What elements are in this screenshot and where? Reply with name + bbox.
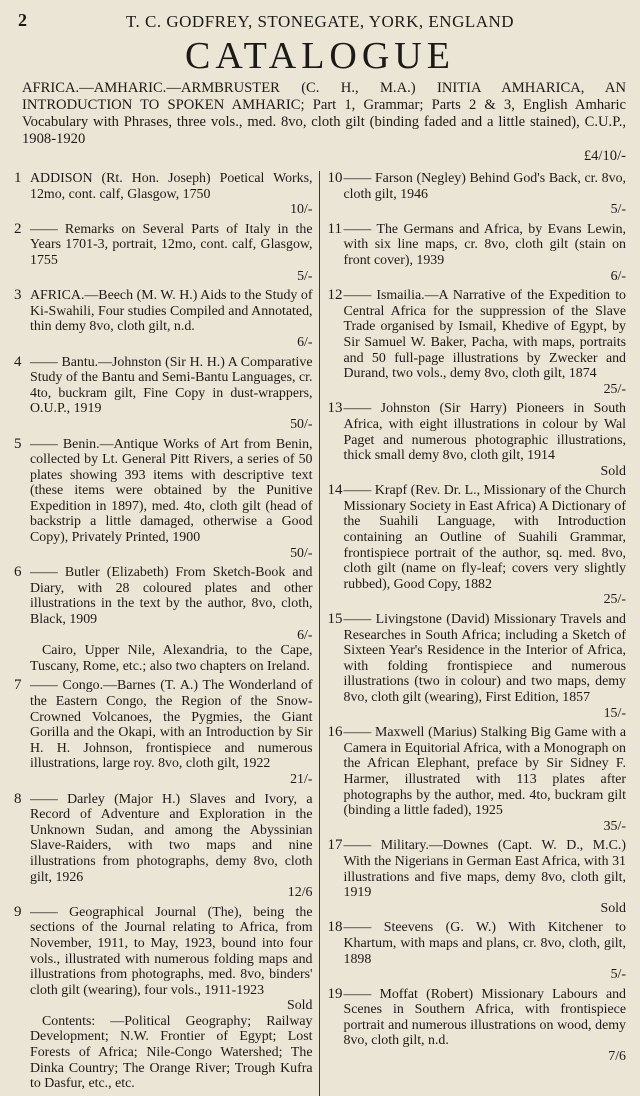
running-head: T. C. GODFREY, STONEGATE, YORK, ENGLAND xyxy=(125,12,515,31)
entry-text: —— Geographical Journal (The), being the sections of the Journal relating to Africa, from November, 1911, to May, 1923, bound into four vols., illustrated with numerous folding maps and illustrations from photographs, med. 8vo, binders' cloth gilt (wearing), four vols., 1911-1923 xyxy=(30,904,313,998)
entry-price: 5/- xyxy=(610,967,626,983)
catalogue-entry xyxy=(14,288,313,350)
entry-body xyxy=(30,288,313,350)
right-column xyxy=(320,171,627,1096)
entry-price: 15/- xyxy=(603,705,626,721)
entry-body xyxy=(344,987,627,1065)
entry-text: ADDISON (Rt. Hon. Joseph) Poetical Works, 12mo, cont. calf, Glasgow, 1750 xyxy=(30,171,313,202)
entry-text: —— Steevens (G. W.) With Kitchener to Khartum, with maps and plans, cr. 8vo, cloth, gilt, 1898 xyxy=(343,920,626,967)
entry-text: —— Moffat (Robert) Missionary Labours and Scenes in Southern Africa, with frontispiece portrait and numerous illustrations on wood, demy 8vo, cloth gilt, n.d. xyxy=(343,986,626,1049)
entry-price: Sold xyxy=(600,900,626,916)
entry-text: —— Butler (Elizabeth) From Sketch-Book and Diary, with 28 coloured plates and other illustrations in the text by the author, 8vo, cloth, Black, 1909 xyxy=(30,565,313,628)
entry-number: 3 xyxy=(14,287,22,304)
entry-columns xyxy=(14,171,626,1096)
entry-body xyxy=(344,401,627,479)
entry-contents: Contents: —Political Geography; Railway Development; N.W. Frontier of Egypt; Lost Forests of Africa; Nile-Congo Watershed; The Dinka Country; The Orange River; Trough Kufra to Dasfur, etc., etc. xyxy=(30,1013,313,1092)
entry-text: —— The Germans and Africa, by Evans Lewin, with six line maps, cr. 8vo, cloth gilt (stain on front cover), 1939 xyxy=(343,221,626,268)
entry-body xyxy=(30,565,313,674)
entry-number: 18 xyxy=(327,919,343,936)
entry-contents: Cairo, Upper Nile, Alexandria, to the Cape, Tuscany, Rome, etc.; also two chapters on Ireland. xyxy=(30,643,313,674)
entry-body xyxy=(344,838,627,916)
entry-price: 7/6 xyxy=(608,1049,626,1065)
entry-text: AFRICA.—Beech (M. W. H.) Aids to the Study of Ki-Swahili, Four studies Compiled and Annotated, thin demy 8vo, cloth gilt, n.d. xyxy=(30,288,313,335)
entry-number: 11 xyxy=(327,220,342,237)
catalogue-entry xyxy=(14,565,313,674)
entry-number: 12 xyxy=(327,287,343,304)
catalogue-entry xyxy=(14,905,313,1092)
entry-number: 2 xyxy=(14,220,22,237)
entry-number: 6 xyxy=(14,564,22,581)
entry-number: 17 xyxy=(327,837,343,854)
catalogue-entry xyxy=(328,838,627,916)
page-title: CATALOGUE xyxy=(185,35,455,77)
entry-number: 15 xyxy=(327,611,343,628)
catalogue-entry xyxy=(14,678,313,787)
entry-body xyxy=(344,222,627,284)
entry-price: Sold xyxy=(287,998,313,1014)
catalogue-entry xyxy=(328,483,627,608)
entry-number: 9 xyxy=(14,903,22,920)
entry-price: 12/6 xyxy=(287,885,313,901)
entry-price: 50/- xyxy=(290,416,313,432)
entry-text: —— Military.—Downes (Capt. W. D., M.C.) With the Nigerians in German East Africa, with 31 illustrations and five maps, demy 8vo, cloth gilt, 1919 xyxy=(343,838,626,901)
entry-body xyxy=(344,171,627,218)
catalogue-entry xyxy=(328,920,627,982)
entry-text: —— Ismailia.—A Narrative of the Expedition to Central Africa for the suppression of the Slave Trade organised by Ismail, Khedive of Egypt, by Sir Samuel W. Baker, Pacha, with maps, portraits and 50 full-page illustrations by Zwecker and Durand, two vols., demy 8vo, cloth gilt, 1874 xyxy=(343,288,626,382)
entry-body xyxy=(30,355,313,433)
entry-text: —— Maxwell (Marius) Stalking Big Game with a Camera in Equitorial Africa, with a Monograph on the African Elephant, preface by Sir Sidney F. Harmer, illustrated with 113 plates after photographs by the author, med. 4to, buckram gilt (binding a little faded), 1925 xyxy=(343,725,626,819)
entry-price: 35/- xyxy=(603,818,626,834)
entry-number: 13 xyxy=(327,400,343,417)
catalogue-entry xyxy=(14,222,313,284)
page-header xyxy=(14,10,626,32)
entry-body xyxy=(344,612,627,721)
page-number: 2 xyxy=(18,10,27,30)
entry-price: 5/- xyxy=(297,268,313,284)
catalogue-entry xyxy=(328,222,627,284)
catalogue-entry xyxy=(14,355,313,433)
entry-price: 25/- xyxy=(603,381,626,397)
entry-price: 10/- xyxy=(290,202,313,218)
entry-body xyxy=(30,792,313,901)
entry-body xyxy=(344,725,627,834)
entry-price: 5/- xyxy=(610,202,626,218)
entry-text: —— Johnston (Sir Harry) Pioneers in South Africa, with eight illustrations in colour by Wal Paget and numerous photographic illustrations, thick small demy 8vo, cloth gilt, 1914 xyxy=(343,401,626,464)
entry-text: —— Congo.—Barnes (T. A.) The Wonderland of the Eastern Congo, the Region of the Snow-Crowned Volcanoes, the Pygmies, the Giant Gorilla and the Okapi, with an Introduction by Sir H. H. Johnson, frontispiece and numerous illustrations, large roy. 8vo, cloth gilt, 1922 xyxy=(30,678,313,772)
entry-price: 25/- xyxy=(603,592,626,608)
entry-body xyxy=(30,222,313,284)
catalogue-entry xyxy=(328,401,627,479)
entry-number: 14 xyxy=(327,482,343,499)
entry-text: —— Remarks on Several Parts of Italy in the Years 1701-3, portrait, 12mo, cont. calf, Glasgow, 1755 xyxy=(30,221,313,268)
catalogue-entry xyxy=(328,987,627,1065)
entry-body xyxy=(30,437,313,562)
entry-text: —— Benin.—Antique Works of Art from Benin, collected by Lt. General Pitt Rivers, a series of 50 plates showing 393 items with descriptive text (these items were obtained by the Punitive Expedition in 1897), med. 4to, cloth gilt (head of backstrip a little damaged, otherwise a Good Copy), Privately Printed, 1900 xyxy=(30,436,313,546)
entry-number: 1 xyxy=(14,170,22,186)
entry-body xyxy=(30,171,313,218)
entry-number: 19 xyxy=(327,985,343,1002)
entry-number: 4 xyxy=(14,353,22,370)
left-column xyxy=(14,171,320,1096)
entry-number: 16 xyxy=(327,724,343,741)
entry-number: 5 xyxy=(14,435,22,452)
catalogue-entry xyxy=(328,171,627,218)
entry-body xyxy=(30,678,313,787)
entry-price: 6/- xyxy=(297,627,313,643)
entry-price: 21/- xyxy=(290,771,313,787)
entry-price: 6/- xyxy=(610,268,626,284)
catalogue-entry xyxy=(328,612,627,721)
entry-number: 8 xyxy=(14,790,22,807)
catalogue-entry xyxy=(328,725,627,834)
entry-body xyxy=(344,920,627,982)
entry-text: —— Krapf (Rev. Dr. L., Missionary of the Church Missionary Society in East Africa) A Dictionary of the Suahili Language, with Introduction containing an Outline of Suahili Grammar, frontispiece portrait of the author, sq. med. 8vo, cloth gilt (name on fly-leaf; covers very slightly rubbed), Good Copy, 1882 xyxy=(343,483,626,592)
intro-price: £4/10/- xyxy=(583,148,626,164)
entry-number: 7 xyxy=(14,677,22,694)
entry-body xyxy=(344,288,627,397)
entry-body xyxy=(344,483,627,608)
intro-text: AFRICA.—AMHARIC.—ARMBRUSTER (C. H., M.A.) INITIA AMHARICA, AN INTRODUCTION TO SPOKEN AMHARIC; Part 1, Grammar; Parts 2 & 3, English Amharic Vocabulary with Phrases, three vols., med. 8vo, cloth gilt (binding faded and a little stained), C.U.P., 1908-1920 xyxy=(22,80,626,147)
catalogue-entry xyxy=(14,792,313,901)
entry-text: —— Farson (Negley) Behind God's Back, cr. 8vo, cloth gilt, 1946 xyxy=(343,171,626,202)
catalogue-entry xyxy=(14,437,313,562)
entry-text: —— Darley (Major H.) Slaves and Ivory, a Record of Adventure and Exploration in the Unknown Sudan, and among the Abyssinian Slave-Raiders, with two maps and nine illustrations from photographs, demy 8vo, cloth gilt, 1926 xyxy=(30,791,313,885)
entry-price: 6/- xyxy=(297,334,313,350)
entry-number: 10 xyxy=(327,170,343,186)
intro-entry xyxy=(22,80,626,165)
entry-body xyxy=(30,905,313,1092)
entry-price: 50/- xyxy=(290,545,313,561)
entry-text: —— Livingstone (David) Missionary Travels and Researches in South Africa; including a Sketch of Sixteen Year's Residence in the Interior of Africa, with folding frontispiece and numerous illustrations (two in colour) and two maps, demy 8vo, cloth gilt (wearing), First Edition, 1857 xyxy=(343,612,626,705)
catalogue-entry xyxy=(14,171,313,218)
entry-text: —— Bantu.—Johnston (Sir H. H.) A Comparative Study of the Bantu and Semi-Bantu Languages, cr. 4to, buckram gilt, Fine Copy in dust-wrappers, O.U.P., 1919 xyxy=(30,354,313,417)
entry-price: Sold xyxy=(600,463,626,479)
catalogue-entry xyxy=(328,288,627,397)
